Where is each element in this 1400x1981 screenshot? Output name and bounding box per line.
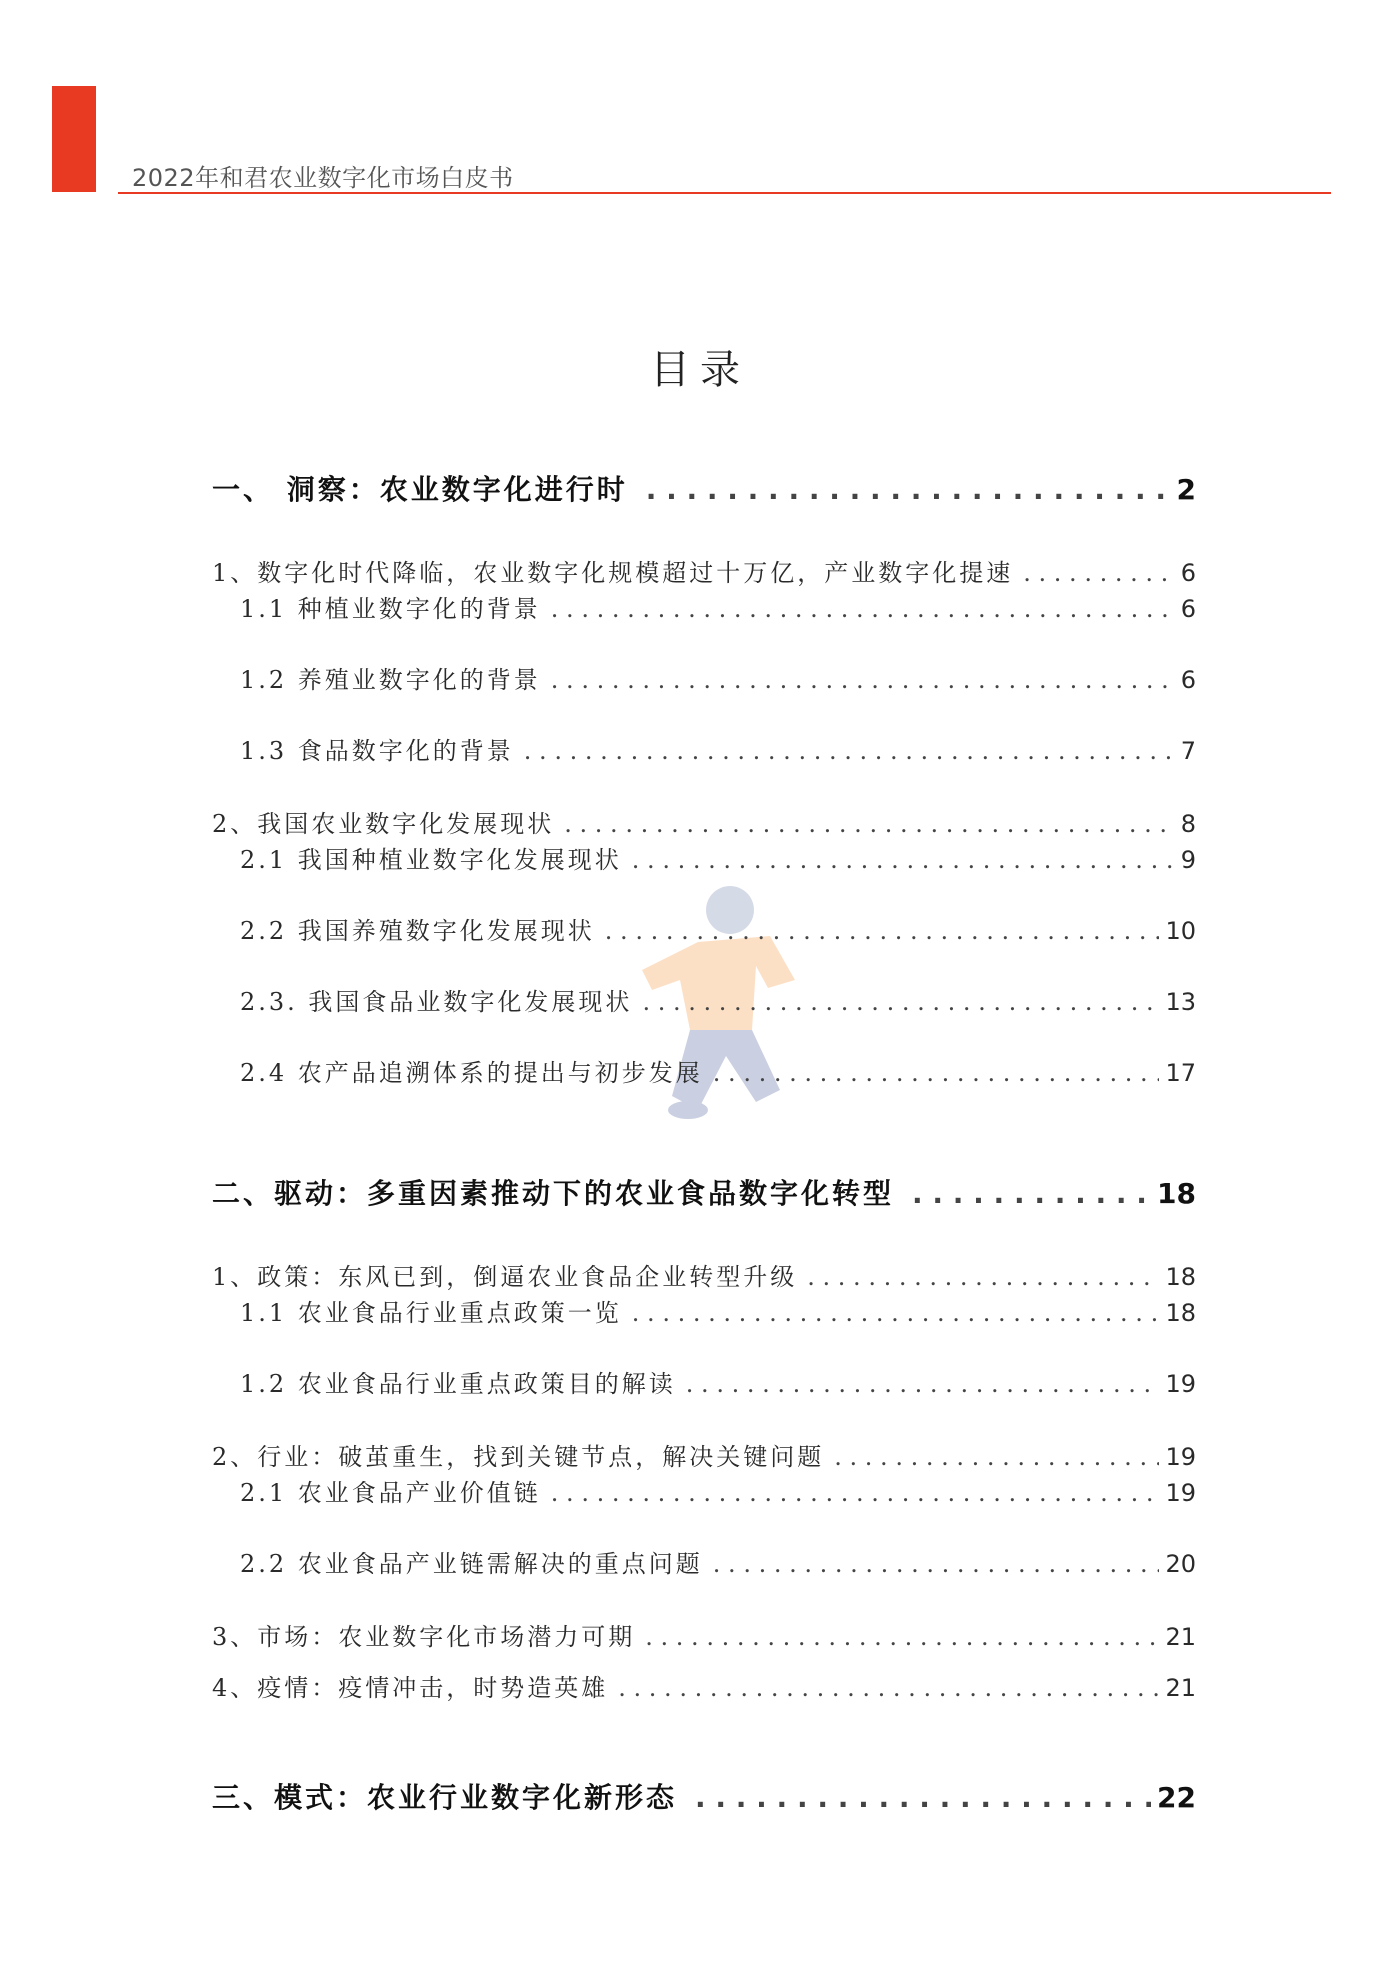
toc-entry-label: 1.1 种植业数字化的背景 xyxy=(240,595,541,623)
toc-entry-label: 3、市场：农业数字化市场潜力可期 xyxy=(212,1623,636,1651)
toc-page-number: 9 xyxy=(1180,846,1196,874)
toc-entry-label: 2.2 我国养殖数字化发展现状 xyxy=(240,917,595,945)
toc-page-number: 18 xyxy=(1157,1177,1196,1210)
toc-entry-label: 2.4 农产品追溯体系的提出与初步发展 xyxy=(240,1059,703,1087)
toc-entry[interactable] xyxy=(240,982,1196,1017)
toc-entry-label: 1.2 养殖业数字化的背景 xyxy=(240,666,541,694)
toc-page-number: 8 xyxy=(1180,810,1196,838)
toc-dot-leader xyxy=(605,917,1160,945)
toc-dot-leader xyxy=(642,988,1159,1016)
toc-entry[interactable] xyxy=(212,1257,1196,1292)
toc-entry[interactable] xyxy=(212,1668,1196,1703)
toc-page-number: 2 xyxy=(1176,473,1196,506)
toc-entry[interactable] xyxy=(240,1473,1196,1508)
toc-title: 目录 xyxy=(650,347,750,393)
toc-entry[interactable] xyxy=(240,1293,1196,1328)
toc-page-number: 21 xyxy=(1165,1623,1196,1651)
toc-entry-label: 1.1 农业食品行业重点政策一览 xyxy=(240,1299,622,1327)
toc-entry[interactable] xyxy=(212,1776,1196,1816)
toc-entry-label: 2.3. 我国食品业数字化发展现状 xyxy=(240,988,633,1016)
toc-page-number: 21 xyxy=(1165,1674,1196,1702)
toc-dot-leader xyxy=(524,737,1175,765)
toc-entry[interactable] xyxy=(240,1544,1196,1579)
toc-entry[interactable] xyxy=(212,553,1196,588)
toc-page-number: 6 xyxy=(1180,559,1196,587)
toc-entry[interactable] xyxy=(240,660,1196,695)
toc-dot-leader xyxy=(834,1443,1159,1471)
toc-entry[interactable] xyxy=(240,1364,1196,1399)
toc-page-number: 6 xyxy=(1180,666,1196,694)
toc-dot-leader xyxy=(912,1177,1151,1210)
toc-entry[interactable] xyxy=(240,731,1196,766)
toc-entry-label: 1.2 农业食品行业重点政策目的解读 xyxy=(240,1370,676,1398)
toc-entry[interactable] xyxy=(212,1437,1196,1472)
toc-entry[interactable] xyxy=(240,840,1196,875)
toc-dot-leader xyxy=(695,1781,1151,1814)
toc-page-number: 13 xyxy=(1165,988,1196,1016)
toc-page-number: 18 xyxy=(1165,1299,1196,1327)
toc-dot-leader xyxy=(632,846,1175,874)
toc-dot-leader xyxy=(551,595,1175,623)
toc-entry-label: 二、驱动：多重因素推动下的农业食品数字化转型 xyxy=(212,1177,895,1210)
toc-dot-leader xyxy=(713,1550,1160,1578)
toc-entry-label: 2、我国农业数字化发展现状 xyxy=(212,810,555,838)
toc-page-number: 18 xyxy=(1165,1263,1196,1291)
toc-dot-leader xyxy=(646,473,1171,506)
toc-dot-leader xyxy=(618,1674,1159,1702)
toc-entry-label: 1、数字化时代降临，农业数字化规模超过十万亿，产业数字化提速 xyxy=(212,559,1014,587)
toc-entry[interactable] xyxy=(212,1172,1196,1212)
toc-entry-label: 4、疫情：疫情冲击，时势造英雄 xyxy=(212,1674,609,1702)
toc-dot-leader xyxy=(632,1299,1160,1327)
toc-dot-leader xyxy=(645,1623,1159,1651)
toc-page-number: 22 xyxy=(1157,1781,1196,1814)
toc-entry-label: 一、 洞察：农业数字化进行时 xyxy=(212,473,628,506)
toc-entry[interactable] xyxy=(212,1617,1196,1652)
toc-entry-label: 2.1 农业食品产业价值链 xyxy=(240,1479,541,1507)
toc-entry[interactable] xyxy=(240,589,1196,624)
toc-dot-leader xyxy=(713,1059,1160,1087)
toc-entry[interactable] xyxy=(212,468,1196,508)
toc-entry-label: 2、行业：破茧重生，找到关键节点，解决关键问题 xyxy=(212,1443,825,1471)
toc-dot-leader xyxy=(1023,559,1174,587)
toc-dot-leader xyxy=(807,1263,1159,1291)
toc-entry[interactable] xyxy=(212,804,1196,839)
toc-page-number: 19 xyxy=(1165,1443,1196,1471)
toc-dot-leader xyxy=(564,810,1174,838)
toc-page-number: 10 xyxy=(1165,917,1196,945)
toc-dot-leader xyxy=(551,1479,1160,1507)
toc-dot-leader xyxy=(551,666,1175,694)
toc-entry-label: 三、模式：农业行业数字化新形态 xyxy=(212,1781,678,1814)
toc-page-number: 19 xyxy=(1165,1479,1196,1507)
toc-page-number: 6 xyxy=(1180,595,1196,623)
toc-entry[interactable] xyxy=(240,1053,1196,1088)
toc-page-number: 20 xyxy=(1165,1550,1196,1578)
toc-dot-leader xyxy=(686,1370,1160,1398)
toc-page-number: 17 xyxy=(1165,1059,1196,1087)
toc-page-number: 19 xyxy=(1165,1370,1196,1398)
toc-entry-label: 2.1 我国种植业数字化发展现状 xyxy=(240,846,622,874)
toc-entry-label: 2.2 农业食品产业链需解决的重点问题 xyxy=(240,1550,703,1578)
toc-page-number: 7 xyxy=(1180,737,1196,765)
toc-entry[interactable] xyxy=(240,911,1196,946)
toc-entry-label: 1、政策：东风已到，倒逼农业食品企业转型升级 xyxy=(212,1263,798,1291)
header-accent-block xyxy=(52,86,96,192)
toc-entry-label: 1.3 食品数字化的背景 xyxy=(240,737,514,765)
header-divider xyxy=(118,192,1331,194)
document-header-title: 2022年和君农业数字化市场白皮书 xyxy=(132,164,514,192)
